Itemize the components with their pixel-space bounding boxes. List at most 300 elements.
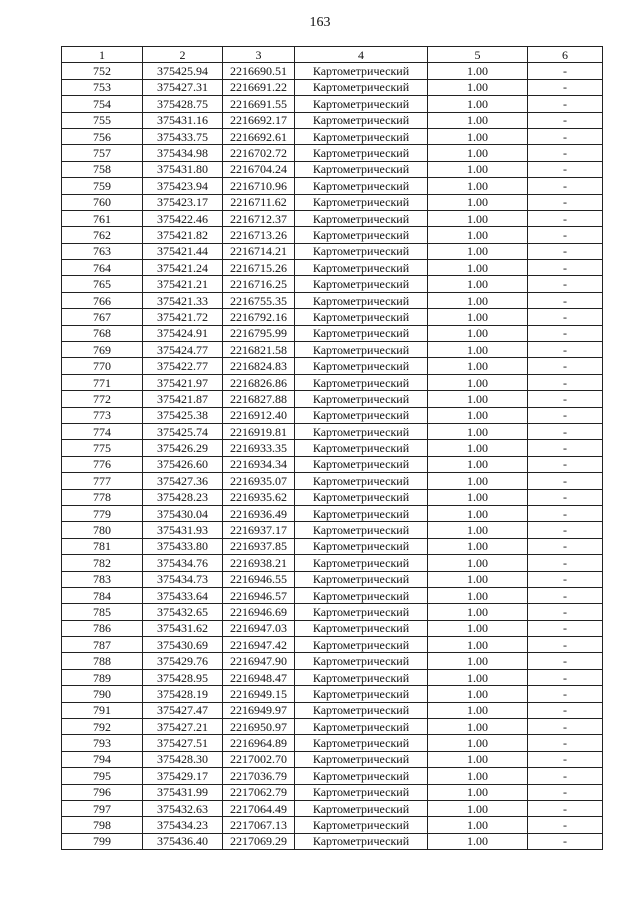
description-cell: - <box>528 440 603 456</box>
x-coordinate-cell: 375434.98 <box>143 145 223 161</box>
point-number-cell: 768 <box>62 325 143 341</box>
point-number-cell: 781 <box>62 538 143 554</box>
description-cell: - <box>528 800 603 816</box>
accuracy-cell: 1.00 <box>428 145 528 161</box>
method-cell: Картометрический <box>295 276 428 292</box>
x-coordinate-cell: 375425.74 <box>143 423 223 439</box>
table-row <box>62 79 603 95</box>
x-coordinate-cell: 375422.77 <box>143 358 223 374</box>
method-cell: Картометрический <box>295 145 428 161</box>
method-cell: Картометрический <box>295 243 428 259</box>
description-cell: - <box>528 96 603 112</box>
description-cell: - <box>528 489 603 505</box>
description-cell: - <box>528 194 603 210</box>
y-coordinate-cell: 2216826.86 <box>223 374 295 390</box>
description-cell: - <box>528 505 603 521</box>
accuracy-cell: 1.00 <box>428 161 528 177</box>
accuracy-cell: 1.00 <box>428 407 528 423</box>
point-number-cell: 784 <box>62 587 143 603</box>
x-coordinate-cell: 375434.73 <box>143 571 223 587</box>
method-cell: Картометрический <box>295 112 428 128</box>
y-coordinate-cell: 2216935.07 <box>223 473 295 489</box>
description-cell: - <box>528 210 603 226</box>
table-row <box>62 555 603 571</box>
y-coordinate-cell: 2216934.34 <box>223 456 295 472</box>
accuracy-cell: 1.00 <box>428 358 528 374</box>
description-cell: - <box>528 243 603 259</box>
y-coordinate-cell: 2216792.16 <box>223 309 295 325</box>
x-coordinate-cell: 375427.31 <box>143 79 223 95</box>
point-number-cell: 754 <box>62 96 143 112</box>
method-cell: Картометрический <box>295 391 428 407</box>
point-number-cell: 790 <box>62 686 143 702</box>
table-row <box>62 161 603 177</box>
accuracy-cell: 1.00 <box>428 423 528 439</box>
y-coordinate-cell: 2216937.85 <box>223 538 295 554</box>
description-cell: - <box>528 63 603 79</box>
x-coordinate-cell: 375421.44 <box>143 243 223 259</box>
coordinates-table <box>61 46 603 850</box>
accuracy-cell: 1.00 <box>428 440 528 456</box>
method-cell: Картометрический <box>295 194 428 210</box>
table-body <box>62 63 603 850</box>
description-cell: - <box>528 473 603 489</box>
point-number-cell: 783 <box>62 571 143 587</box>
accuracy-cell: 1.00 <box>428 555 528 571</box>
point-number-cell: 758 <box>62 161 143 177</box>
method-cell: Картометрический <box>295 161 428 177</box>
description-cell: - <box>528 456 603 472</box>
x-coordinate-cell: 375430.04 <box>143 505 223 521</box>
accuracy-cell: 1.00 <box>428 538 528 554</box>
accuracy-cell: 1.00 <box>428 128 528 144</box>
table-row <box>62 505 603 521</box>
table-row <box>62 456 603 472</box>
table-row <box>62 128 603 144</box>
method-cell: Картометрический <box>295 358 428 374</box>
description-cell: - <box>528 833 603 849</box>
description-cell: - <box>528 751 603 767</box>
column-header-3: 3 <box>223 47 295 63</box>
x-coordinate-cell: 375421.72 <box>143 309 223 325</box>
y-coordinate-cell: 2216936.49 <box>223 505 295 521</box>
method-cell: Картометрический <box>295 686 428 702</box>
point-number-cell: 755 <box>62 112 143 128</box>
x-coordinate-cell: 375428.75 <box>143 96 223 112</box>
table-row <box>62 817 603 833</box>
description-cell: - <box>528 358 603 374</box>
description-cell: - <box>528 522 603 538</box>
y-coordinate-cell: 2216691.22 <box>223 79 295 95</box>
method-cell: Картометрический <box>295 325 428 341</box>
method-cell: Картометрический <box>295 374 428 390</box>
accuracy-cell: 1.00 <box>428 719 528 735</box>
description-cell: - <box>528 309 603 325</box>
description-cell: - <box>528 817 603 833</box>
point-number-cell: 766 <box>62 292 143 308</box>
x-coordinate-cell: 375431.99 <box>143 784 223 800</box>
x-coordinate-cell: 375427.47 <box>143 702 223 718</box>
description-cell: - <box>528 423 603 439</box>
y-coordinate-cell: 2216824.83 <box>223 358 295 374</box>
accuracy-cell: 1.00 <box>428 391 528 407</box>
table-row <box>62 440 603 456</box>
method-cell: Картометрический <box>295 735 428 751</box>
accuracy-cell: 1.00 <box>428 817 528 833</box>
point-number-cell: 777 <box>62 473 143 489</box>
y-coordinate-cell: 2217002.70 <box>223 751 295 767</box>
method-cell: Картометрический <box>295 210 428 226</box>
y-coordinate-cell: 2216821.58 <box>223 342 295 358</box>
accuracy-cell: 1.00 <box>428 686 528 702</box>
table-row <box>62 702 603 718</box>
y-coordinate-cell: 2216948.47 <box>223 669 295 685</box>
accuracy-cell: 1.00 <box>428 784 528 800</box>
description-cell: - <box>528 653 603 669</box>
point-number-cell: 759 <box>62 178 143 194</box>
accuracy-cell: 1.00 <box>428 620 528 636</box>
y-coordinate-cell: 2216715.26 <box>223 260 295 276</box>
method-cell: Картометрический <box>295 669 428 685</box>
x-coordinate-cell: 375425.94 <box>143 63 223 79</box>
point-number-cell: 797 <box>62 800 143 816</box>
y-coordinate-cell: 2216795.99 <box>223 325 295 341</box>
method-cell: Картометрический <box>295 604 428 620</box>
y-coordinate-cell: 2216716.25 <box>223 276 295 292</box>
x-coordinate-cell: 375433.64 <box>143 587 223 603</box>
accuracy-cell: 1.00 <box>428 292 528 308</box>
y-coordinate-cell: 2216919.81 <box>223 423 295 439</box>
method-cell: Картометрический <box>295 178 428 194</box>
point-number-cell: 788 <box>62 653 143 669</box>
method-cell: Картометрический <box>295 768 428 784</box>
table-row <box>62 768 603 784</box>
method-cell: Картометрический <box>295 456 428 472</box>
description-cell: - <box>528 620 603 636</box>
x-coordinate-cell: 375421.97 <box>143 374 223 390</box>
description-cell: - <box>528 538 603 554</box>
accuracy-cell: 1.00 <box>428 522 528 538</box>
point-number-cell: 773 <box>62 407 143 423</box>
y-coordinate-cell: 2216946.57 <box>223 587 295 603</box>
method-cell: Картометрический <box>295 260 428 276</box>
point-number-cell: 756 <box>62 128 143 144</box>
x-coordinate-cell: 375431.80 <box>143 161 223 177</box>
accuracy-cell: 1.00 <box>428 702 528 718</box>
method-cell: Картометрический <box>295 423 428 439</box>
point-number-cell: 794 <box>62 751 143 767</box>
table-row <box>62 178 603 194</box>
description-cell: - <box>528 178 603 194</box>
x-coordinate-cell: 375428.95 <box>143 669 223 685</box>
method-cell: Картометрический <box>295 505 428 521</box>
method-cell: Картометрический <box>295 522 428 538</box>
accuracy-cell: 1.00 <box>428 374 528 390</box>
point-number-cell: 792 <box>62 719 143 735</box>
table-row <box>62 292 603 308</box>
y-coordinate-cell: 2216947.90 <box>223 653 295 669</box>
x-coordinate-cell: 375423.17 <box>143 194 223 210</box>
table-row <box>62 800 603 816</box>
y-coordinate-cell: 2216711.62 <box>223 194 295 210</box>
point-number-cell: 761 <box>62 210 143 226</box>
point-number-cell: 782 <box>62 555 143 571</box>
description-cell: - <box>528 161 603 177</box>
method-cell: Картометрический <box>295 800 428 816</box>
accuracy-cell: 1.00 <box>428 243 528 259</box>
y-coordinate-cell: 2217064.49 <box>223 800 295 816</box>
table-row <box>62 489 603 505</box>
accuracy-cell: 1.00 <box>428 309 528 325</box>
x-coordinate-cell: 375424.91 <box>143 325 223 341</box>
accuracy-cell: 1.00 <box>428 276 528 292</box>
table-row <box>62 63 603 79</box>
table-row <box>62 374 603 390</box>
table-row <box>62 735 603 751</box>
table-row <box>62 227 603 243</box>
method-cell: Картометрический <box>295 489 428 505</box>
y-coordinate-cell: 2216964.89 <box>223 735 295 751</box>
accuracy-cell: 1.00 <box>428 342 528 358</box>
accuracy-cell: 1.00 <box>428 210 528 226</box>
y-coordinate-cell: 2216704.24 <box>223 161 295 177</box>
x-coordinate-cell: 375425.38 <box>143 407 223 423</box>
x-coordinate-cell: 375423.94 <box>143 178 223 194</box>
table-row <box>62 342 603 358</box>
x-coordinate-cell: 375426.29 <box>143 440 223 456</box>
description-cell: - <box>528 768 603 784</box>
x-coordinate-cell: 375434.23 <box>143 817 223 833</box>
y-coordinate-cell: 2216827.88 <box>223 391 295 407</box>
header-row <box>62 47 603 63</box>
table-row <box>62 784 603 800</box>
table-row <box>62 309 603 325</box>
point-number-cell: 757 <box>62 145 143 161</box>
x-coordinate-cell: 375427.36 <box>143 473 223 489</box>
point-number-cell: 785 <box>62 604 143 620</box>
method-cell: Картометрический <box>295 751 428 767</box>
method-cell: Картометрический <box>295 79 428 95</box>
y-coordinate-cell: 2216950.97 <box>223 719 295 735</box>
description-cell: - <box>528 571 603 587</box>
accuracy-cell: 1.00 <box>428 751 528 767</box>
table-row <box>62 210 603 226</box>
description-cell: - <box>528 145 603 161</box>
point-number-cell: 774 <box>62 423 143 439</box>
description-cell: - <box>528 784 603 800</box>
y-coordinate-cell: 2216692.17 <box>223 112 295 128</box>
x-coordinate-cell: 375436.40 <box>143 833 223 849</box>
method-cell: Картометрический <box>295 571 428 587</box>
x-coordinate-cell: 375421.87 <box>143 391 223 407</box>
description-cell: - <box>528 719 603 735</box>
point-number-cell: 780 <box>62 522 143 538</box>
x-coordinate-cell: 375421.82 <box>143 227 223 243</box>
accuracy-cell: 1.00 <box>428 735 528 751</box>
accuracy-cell: 1.00 <box>428 669 528 685</box>
description-cell: - <box>528 391 603 407</box>
table-row <box>62 358 603 374</box>
description-cell: - <box>528 292 603 308</box>
x-coordinate-cell: 375431.16 <box>143 112 223 128</box>
table-row <box>62 423 603 439</box>
point-number-cell: 769 <box>62 342 143 358</box>
y-coordinate-cell: 2216938.21 <box>223 555 295 571</box>
point-number-cell: 765 <box>62 276 143 292</box>
page-number: 163 <box>309 15 331 30</box>
method-cell: Картометрический <box>295 784 428 800</box>
point-number-cell: 786 <box>62 620 143 636</box>
y-coordinate-cell: 2216947.42 <box>223 637 295 653</box>
y-coordinate-cell: 2216690.51 <box>223 63 295 79</box>
point-number-cell: 776 <box>62 456 143 472</box>
description-cell: - <box>528 702 603 718</box>
y-coordinate-cell: 2216713.26 <box>223 227 295 243</box>
table-header <box>62 47 603 63</box>
table-row <box>62 833 603 849</box>
y-coordinate-cell: 2216912.40 <box>223 407 295 423</box>
y-coordinate-cell: 2216755.35 <box>223 292 295 308</box>
y-coordinate-cell: 2216712.37 <box>223 210 295 226</box>
description-cell: - <box>528 407 603 423</box>
accuracy-cell: 1.00 <box>428 178 528 194</box>
description-cell: - <box>528 686 603 702</box>
x-coordinate-cell: 375428.19 <box>143 686 223 702</box>
method-cell: Картометрический <box>295 702 428 718</box>
description-cell: - <box>528 227 603 243</box>
y-coordinate-cell: 2216933.35 <box>223 440 295 456</box>
description-cell: - <box>528 587 603 603</box>
table-row <box>62 391 603 407</box>
accuracy-cell: 1.00 <box>428 96 528 112</box>
method-cell: Картометрический <box>295 620 428 636</box>
x-coordinate-cell: 375432.63 <box>143 800 223 816</box>
column-header-1: 1 <box>62 47 143 63</box>
description-cell: - <box>528 325 603 341</box>
description-cell: - <box>528 276 603 292</box>
x-coordinate-cell: 375429.17 <box>143 768 223 784</box>
description-cell: - <box>528 637 603 653</box>
method-cell: Картометрический <box>295 473 428 489</box>
table-row <box>62 194 603 210</box>
y-coordinate-cell: 2216691.55 <box>223 96 295 112</box>
point-number-cell: 791 <box>62 702 143 718</box>
table-row <box>62 604 603 620</box>
point-number-cell: 798 <box>62 817 143 833</box>
x-coordinate-cell: 375433.75 <box>143 128 223 144</box>
accuracy-cell: 1.00 <box>428 800 528 816</box>
y-coordinate-cell: 2216702.72 <box>223 145 295 161</box>
column-header-6: 6 <box>528 47 603 63</box>
accuracy-cell: 1.00 <box>428 473 528 489</box>
x-coordinate-cell: 375424.77 <box>143 342 223 358</box>
method-cell: Картометрический <box>295 63 428 79</box>
y-coordinate-cell: 2216946.69 <box>223 604 295 620</box>
x-coordinate-cell: 375427.21 <box>143 719 223 735</box>
method-cell: Картометрический <box>295 587 428 603</box>
table-row <box>62 719 603 735</box>
accuracy-cell: 1.00 <box>428 112 528 128</box>
table-row <box>62 407 603 423</box>
accuracy-cell: 1.00 <box>428 227 528 243</box>
method-cell: Картометрический <box>295 227 428 243</box>
method-cell: Картометрический <box>295 833 428 849</box>
method-cell: Картометрический <box>295 309 428 325</box>
table-row <box>62 669 603 685</box>
x-coordinate-cell: 375428.23 <box>143 489 223 505</box>
accuracy-cell: 1.00 <box>428 489 528 505</box>
method-cell: Картометрический <box>295 637 428 653</box>
method-cell: Картометрический <box>295 407 428 423</box>
x-coordinate-cell: 375429.76 <box>143 653 223 669</box>
method-cell: Картометрический <box>295 128 428 144</box>
table-row <box>62 243 603 259</box>
description-cell: - <box>528 260 603 276</box>
accuracy-cell: 1.00 <box>428 653 528 669</box>
table-row <box>62 473 603 489</box>
y-coordinate-cell: 2217067.13 <box>223 817 295 833</box>
table-row <box>62 145 603 161</box>
x-coordinate-cell: 375434.76 <box>143 555 223 571</box>
description-cell: - <box>528 342 603 358</box>
accuracy-cell: 1.00 <box>428 768 528 784</box>
accuracy-cell: 1.00 <box>428 260 528 276</box>
y-coordinate-cell: 2217036.79 <box>223 768 295 784</box>
x-coordinate-cell: 375421.21 <box>143 276 223 292</box>
x-coordinate-cell: 375428.30 <box>143 751 223 767</box>
point-number-cell: 799 <box>62 833 143 849</box>
accuracy-cell: 1.00 <box>428 587 528 603</box>
table-row <box>62 751 603 767</box>
table-row <box>62 653 603 669</box>
point-number-cell: 775 <box>62 440 143 456</box>
accuracy-cell: 1.00 <box>428 604 528 620</box>
x-coordinate-cell: 375421.24 <box>143 260 223 276</box>
accuracy-cell: 1.00 <box>428 505 528 521</box>
column-header-2: 2 <box>143 47 223 63</box>
method-cell: Картометрический <box>295 555 428 571</box>
point-number-cell: 796 <box>62 784 143 800</box>
point-number-cell: 789 <box>62 669 143 685</box>
method-cell: Картометрический <box>295 440 428 456</box>
column-header-5: 5 <box>428 47 528 63</box>
accuracy-cell: 1.00 <box>428 79 528 95</box>
y-coordinate-cell: 2216710.96 <box>223 178 295 194</box>
point-number-cell: 763 <box>62 243 143 259</box>
description-cell: - <box>528 669 603 685</box>
x-coordinate-cell: 375433.80 <box>143 538 223 554</box>
x-coordinate-cell: 375422.46 <box>143 210 223 226</box>
table-row <box>62 325 603 341</box>
description-cell: - <box>528 555 603 571</box>
point-number-cell: 760 <box>62 194 143 210</box>
accuracy-cell: 1.00 <box>428 325 528 341</box>
point-number-cell: 795 <box>62 768 143 784</box>
y-coordinate-cell: 2216949.97 <box>223 702 295 718</box>
point-number-cell: 753 <box>62 79 143 95</box>
y-coordinate-cell: 2216949.15 <box>223 686 295 702</box>
point-number-cell: 770 <box>62 358 143 374</box>
point-number-cell: 764 <box>62 260 143 276</box>
column-header-4: 4 <box>295 47 428 63</box>
point-number-cell: 793 <box>62 735 143 751</box>
table-row <box>62 538 603 554</box>
x-coordinate-cell: 375432.65 <box>143 604 223 620</box>
x-coordinate-cell: 375430.69 <box>143 637 223 653</box>
point-number-cell: 771 <box>62 374 143 390</box>
accuracy-cell: 1.00 <box>428 456 528 472</box>
point-number-cell: 752 <box>62 63 143 79</box>
